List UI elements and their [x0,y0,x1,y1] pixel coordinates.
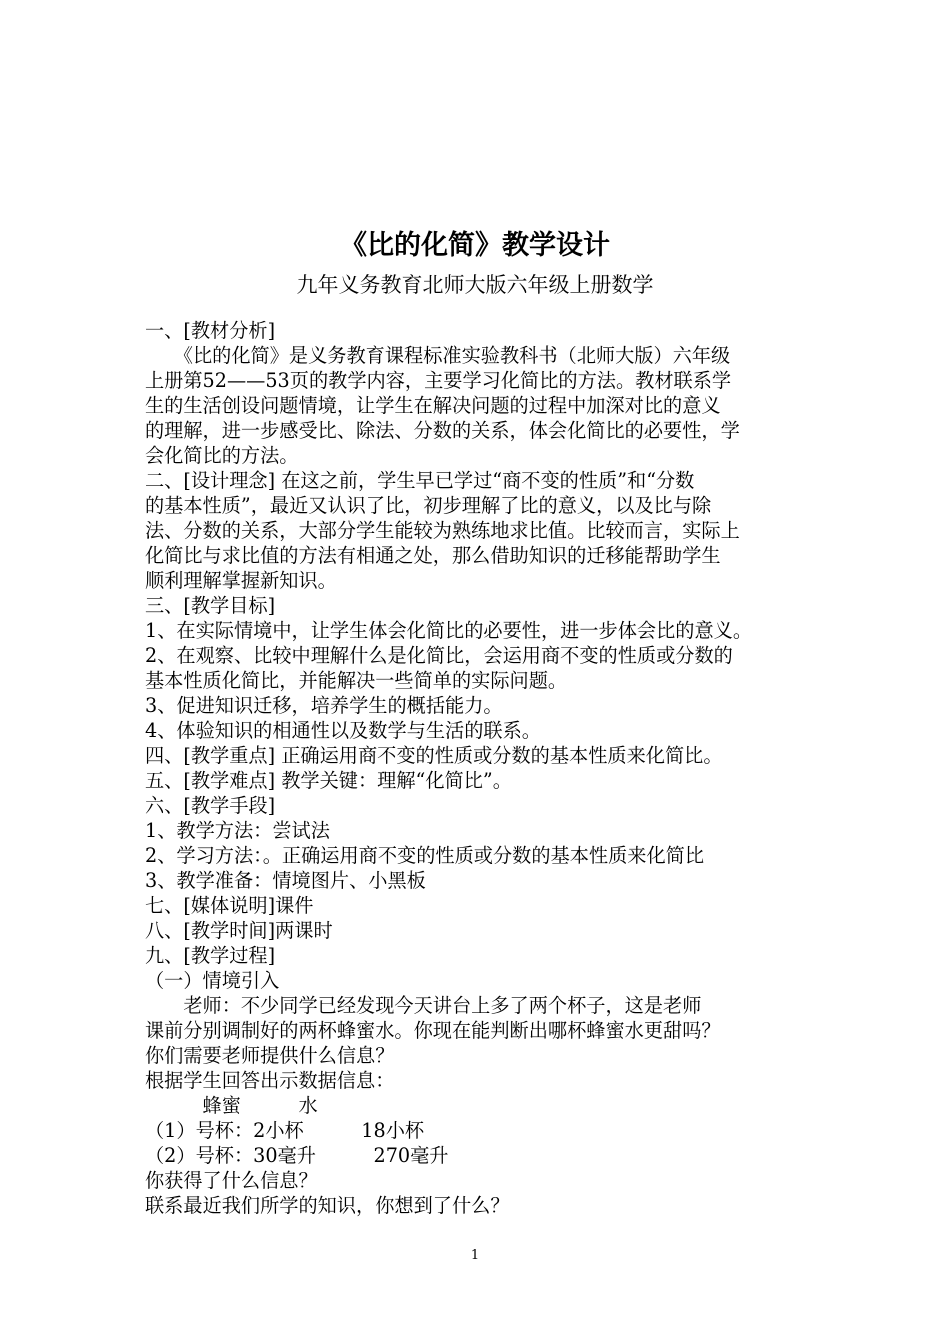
section-heading: 三、[教学目标] [145,594,276,617]
paragraph-line: 你获得了什么信息？ [145,1169,318,1192]
subsection-heading: （一）情境引入 [145,969,280,992]
section-heading: 二、[设计理念] 在这之前，学生早已学过“商不变的性质”和“分数 [145,469,695,492]
data-table-header: 蜂蜜 水 [145,1094,318,1117]
paragraph-line: 生的生活创设问题情境，让学生在解决问题的过程中加深对比的意义 [145,394,721,417]
paragraph-line: 根据学生回答出示数据信息： [145,1069,395,1092]
section-heading: 五、[教学难点] 教学关键：理解“化简比”。 [145,769,512,792]
page-number: 1 [470,1248,480,1263]
list-item: 1、在实际情境中，让学生体会化简比的必要性，进一步体会比的意义。 [145,619,753,642]
section-heading: 六、[教学手段] [145,794,276,817]
list-item: 4、体验知识的相通性以及数学与生活的联系。 [145,719,541,742]
paragraph-line: 顺利理解掌握新知识。 [145,569,337,592]
paragraph-line: 化简比与求比值的方法有相通之处，那么借助知识的迁移能帮助学生 [145,544,721,567]
data-table-row: （2）号杯：30毫升 270毫升 [145,1144,449,1167]
document-subtitle: 九年义务教育北师大版六年级上册数学 [296,273,654,297]
data-table-row: （1）号杯：2小杯 18小杯 [145,1119,425,1142]
section-heading: 一、[教材分析] [145,319,276,342]
paragraph-line: 课前分别调制好的两杯蜂蜜水。你现在能判断出哪杯蜂蜜水更甜吗？ [145,1019,721,1042]
list-item: 3、促进知识迁移，培养学生的概括能力。 [145,694,503,717]
paragraph-line: 的基本性质”，最近又认识了比，初步理解了比的意义，以及比与除 [145,494,712,517]
paragraph-line: 《比的化简》是义务教育课程标准实验教科书（北师大版）六年级 [145,344,731,367]
paragraph-line: 联系最近我们所学的知识，你想到了什么？ [145,1194,510,1217]
list-item: 3、教学准备：情境图片、小黑板 [145,869,426,892]
list-item: 2、学习方法：。正确运用商不变的性质或分数的基本性质来化简比 [145,844,705,867]
section-heading: 四、[教学重点] 正确运用商不变的性质或分数的基本性质来化简比。 [145,744,723,767]
paragraph-line: 会化简比的方法。 [145,444,299,467]
list-item: 2、在观察、比较中理解什么是化简比，会运用商不变的性质或分数的 [145,644,733,667]
paragraph-line: 上册第52——53页的教学内容，主要学习化简比的方法。教材联系学 [145,369,732,392]
section-heading: 九、[教学过程] [145,944,276,967]
section-heading: 七、[媒体说明]课件 [145,894,314,917]
document-body [145,318,815,1218]
paragraph-line: 你们需要老师提供什么信息？ [145,1044,395,1067]
paragraph-line: 老师：不少同学已经发现今天讲台上多了两个杯子，这是老师 [145,994,702,1017]
document-title: 《比的化简》教学设计 [340,230,610,261]
paragraph-line: 法、分数的关系，大部分学生能较为熟练地求比值。比较而言，实际上 [145,519,740,542]
paragraph-line: 基本性质化简比，并能解决一些简单的实际问题。 [145,669,568,692]
list-item: 1、教学方法：尝试法 [145,819,330,842]
section-heading: 八、[教学时间]两课时 [145,919,333,942]
paragraph-line: 的理解，进一步感受比、除法、分数的关系，体会化简比的必要性，学 [145,419,740,442]
